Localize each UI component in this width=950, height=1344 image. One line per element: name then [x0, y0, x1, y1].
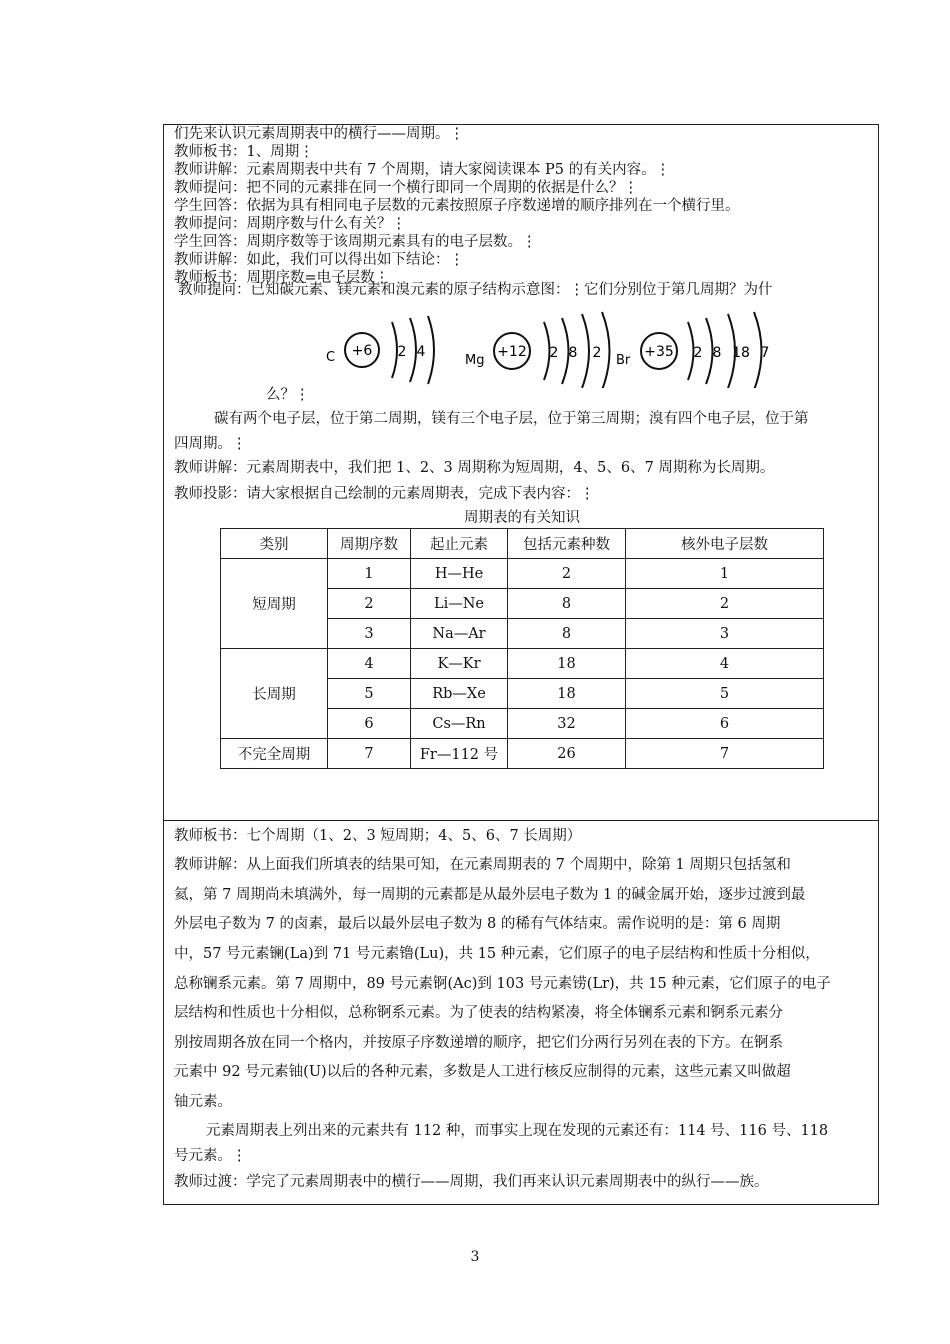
- shell-electrons: 2: [549, 345, 559, 361]
- table-row: [221, 649, 824, 679]
- projection-line: 教师投影：请大家根据自己绘制的元素周期表，完成下表内容：⋮: [174, 486, 595, 502]
- text-line: 教师提问：把不同的元素排在同一个横行即同一个周期的依据是什么？⋮: [174, 180, 638, 196]
- text-line: 教师讲解：从上面我们所填表的结果可知，在元素周期表的 7 个周期中，除第 1 周期只包括氢和: [174, 857, 791, 873]
- table-cell: 3: [626, 619, 824, 649]
- text-line: 号元素。⋮: [174, 1148, 247, 1164]
- text-line: 学生回答：依据为具有相同电子层数的元素按照原子序数递增的顺序排列在一个横行里。: [174, 198, 740, 214]
- text-line: 教师板书：周期序数=电子层数⋮: [174, 270, 390, 286]
- period-knowledge-table: [220, 528, 824, 769]
- text-line: 铀元素。: [174, 1094, 232, 1110]
- table-cell: 6: [328, 709, 411, 739]
- header-cell: 核外电子层数: [626, 529, 824, 559]
- text-line: 教师板书：七个周期（1、2、3 短周期；4、5、6、7 长周期）: [174, 828, 582, 844]
- lesson-box-periods: [163, 124, 879, 821]
- nucleus-charge: +12: [497, 344, 527, 360]
- header-cell: 起止元素: [411, 529, 508, 559]
- table-cell: 26: [508, 739, 626, 769]
- lesson-box-summary: [163, 821, 879, 1205]
- table-cell: 7: [328, 739, 411, 769]
- table-caption: 周期表的有关知识: [464, 510, 580, 526]
- shell-electrons: 7: [760, 345, 770, 361]
- category-cell: 不完全周期: [221, 739, 328, 769]
- table-cell: 18: [508, 649, 626, 679]
- text-line: 外层电子数为 7 的卤素，最后以最外层电子数为 8 的稀有气体结束。需作说明的是：第 6 周期: [174, 916, 781, 932]
- text-line: 教师讲解：如此，我们可以得出如下结论：⋮: [174, 252, 464, 268]
- table-cell: 18: [508, 679, 626, 709]
- nucleus-charge: +6: [351, 343, 373, 359]
- table-cell: Rb—Xe: [411, 679, 508, 709]
- page-number: 3: [470, 1249, 480, 1265]
- text-line: 总称镧系元素。第 7 周期中，89 号元素锕(Ac)到 103 号元素铹(Lr)，共 15 种元素，它们原子的电子: [174, 976, 831, 992]
- text-line: 氦，第 7 周期尚未填满外，每一周期的元素都是从最外层电子数为 1 的碱金属开始，逐步过渡到最: [174, 887, 806, 903]
- question-end: 么？⋮: [266, 387, 310, 403]
- text-line: 元素中 92 号元素铀(U)以后的各种元素，多数是人工进行核反应制得的元素，这些元素又叫做超: [174, 1064, 791, 1080]
- table-cell: 1: [328, 559, 411, 589]
- table-cell: 3: [328, 619, 411, 649]
- category-cell: 长周期: [221, 649, 328, 739]
- table-cell: Li—Ne: [411, 589, 508, 619]
- table-row: [221, 559, 824, 589]
- table-cell: 2: [508, 559, 626, 589]
- question-line: 教师提问：已知碳元素、镁元素和溴元素的原子结构示意图：⋮它们分别位于第几周期？为什: [178, 282, 773, 298]
- shell-electrons: 18: [732, 345, 750, 361]
- table-cell: 1: [626, 559, 824, 589]
- text-line: 们先来认识元素周期表中的横行——周期。⋮: [174, 126, 464, 142]
- table-cell: 7: [626, 739, 824, 769]
- atom-symbol: Mg: [465, 353, 485, 368]
- answer-line: 碳有两个电子层，位于第二周期，镁有三个电子层，位于第三周期；溴有四个电子层，位于第: [214, 411, 809, 427]
- category-cell: 短周期: [221, 559, 328, 649]
- shell-electrons: 4: [416, 344, 426, 360]
- table-cell: H—He: [411, 559, 508, 589]
- text-line: 中，57 号元素镧(La)到 71 号元素镥(Lu)，共 15 种元素，它们原子的电子层结构和性质十分相似，: [174, 946, 820, 962]
- table-cell: 5: [328, 679, 411, 709]
- shell-electrons: 2: [592, 345, 602, 361]
- text-line: 教师讲解：元素周期表中共有 7 个周期，请大家阅读课本 P5 的有关内容。⋮: [174, 162, 671, 178]
- text-line: 教师板书：1、周期⋮: [174, 144, 314, 160]
- table-cell: 5: [626, 679, 824, 709]
- shell-electrons: 8: [712, 345, 722, 361]
- shell-electrons: 8: [568, 345, 578, 361]
- header-cell: 包括元素种数: [508, 529, 626, 559]
- header-cell: 周期序数: [328, 529, 411, 559]
- atom-symbol: Br: [616, 353, 631, 368]
- table-header-row: [221, 529, 824, 559]
- text-line: 教师提问：周期序数与什么有关？⋮: [174, 216, 406, 232]
- table-cell: 4: [626, 649, 824, 679]
- text-line: 别按周期各放在同一个格内，并按原子序数递增的顺序，把它们分两行另列在表的下方。在锕系: [174, 1035, 783, 1051]
- table-cell: Na—Ar: [411, 619, 508, 649]
- shell-electrons: 2: [397, 344, 407, 360]
- table-cell: Cs—Rn: [411, 709, 508, 739]
- answer-line: 四周期。⋮: [174, 436, 247, 452]
- table-row: [221, 739, 824, 769]
- table-cell: 2: [626, 589, 824, 619]
- table-cell: K—Kr: [411, 649, 508, 679]
- table-cell: 2: [328, 589, 411, 619]
- table-cell: 6: [626, 709, 824, 739]
- table-cell: 32: [508, 709, 626, 739]
- text-line: 教师过渡：学完了元素周期表中的横行——周期，我们再来认识元素周期表中的纵行——族。: [174, 1174, 769, 1190]
- table-cell: Fr—112 号: [411, 739, 508, 769]
- text-line: 元素周期表上列出来的元素共有 112 种，而事实上现在发现的元素还有：114 号、116 号、118: [206, 1123, 829, 1139]
- table-cell: 8: [508, 619, 626, 649]
- header-cell: 类别: [221, 529, 328, 559]
- table-cell: 8: [508, 589, 626, 619]
- nucleus-charge: +35: [644, 344, 674, 360]
- text-line: 学生回答：周期序数等于该周期元素具有的电子层数。⋮: [174, 234, 537, 250]
- atomic-structure-diagrams: [322, 308, 782, 388]
- atom-symbol: C: [326, 350, 336, 365]
- explain-line: 教师讲解：元素周期表中，我们把 1、2、3 周期称为短周期，4、5、6、7 周期称为长周期。: [174, 460, 775, 476]
- table-cell: 4: [328, 649, 411, 679]
- text-line: 层结构和性质也十分相似，总称锕系元素。为了使表的结构紧凑，将全体镧系元素和锕系元素分: [174, 1005, 783, 1021]
- shell-electrons: 2: [693, 345, 703, 361]
